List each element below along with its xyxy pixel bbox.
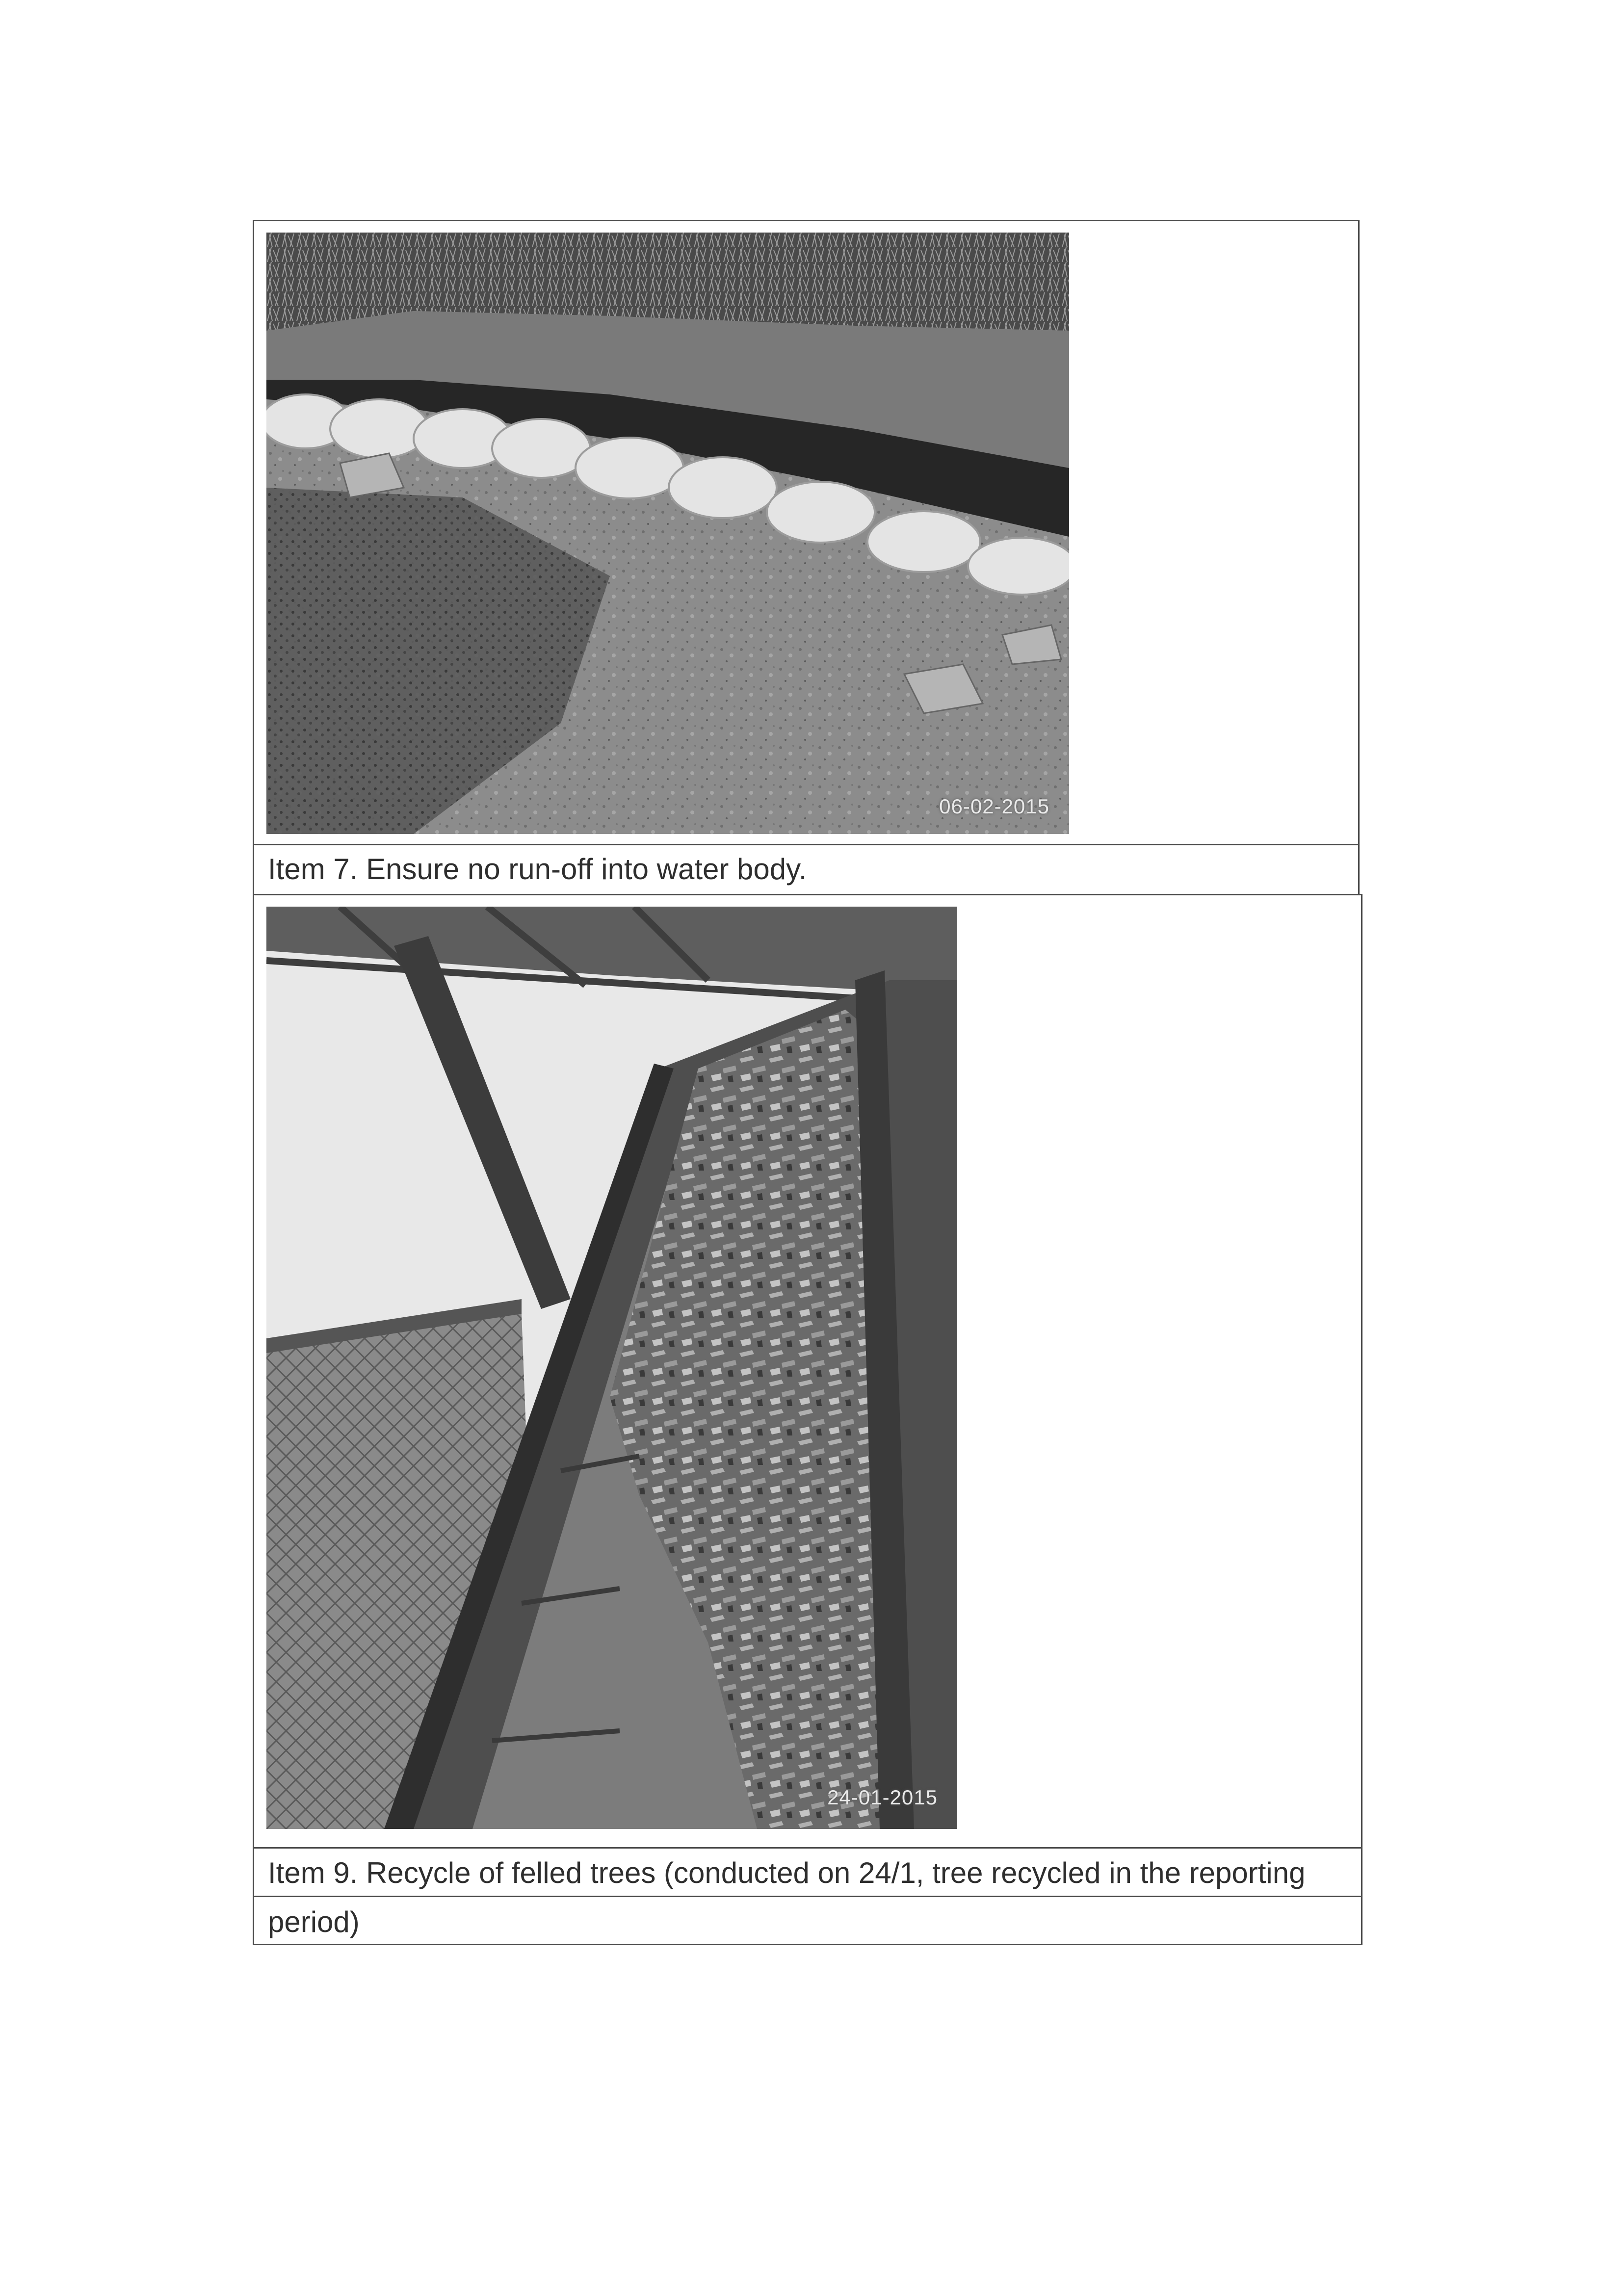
figure-1-caption: Item 7. Ensure no run-off into water body.	[268, 853, 807, 886]
figure-2-caption: Item 9. Recycle of felled trees (conducted on 24/1, tree recycled in the reporting period)	[268, 1856, 1306, 1938]
figure-1-date-stamp: 06-02-2015	[939, 795, 1049, 818]
figure-2-photo-wood-chip-conveyor	[266, 907, 957, 1829]
figure-1-photo-trench-sandbags	[266, 233, 1069, 834]
figure-2-date-stamp: 24-01-2015	[827, 1786, 938, 1809]
